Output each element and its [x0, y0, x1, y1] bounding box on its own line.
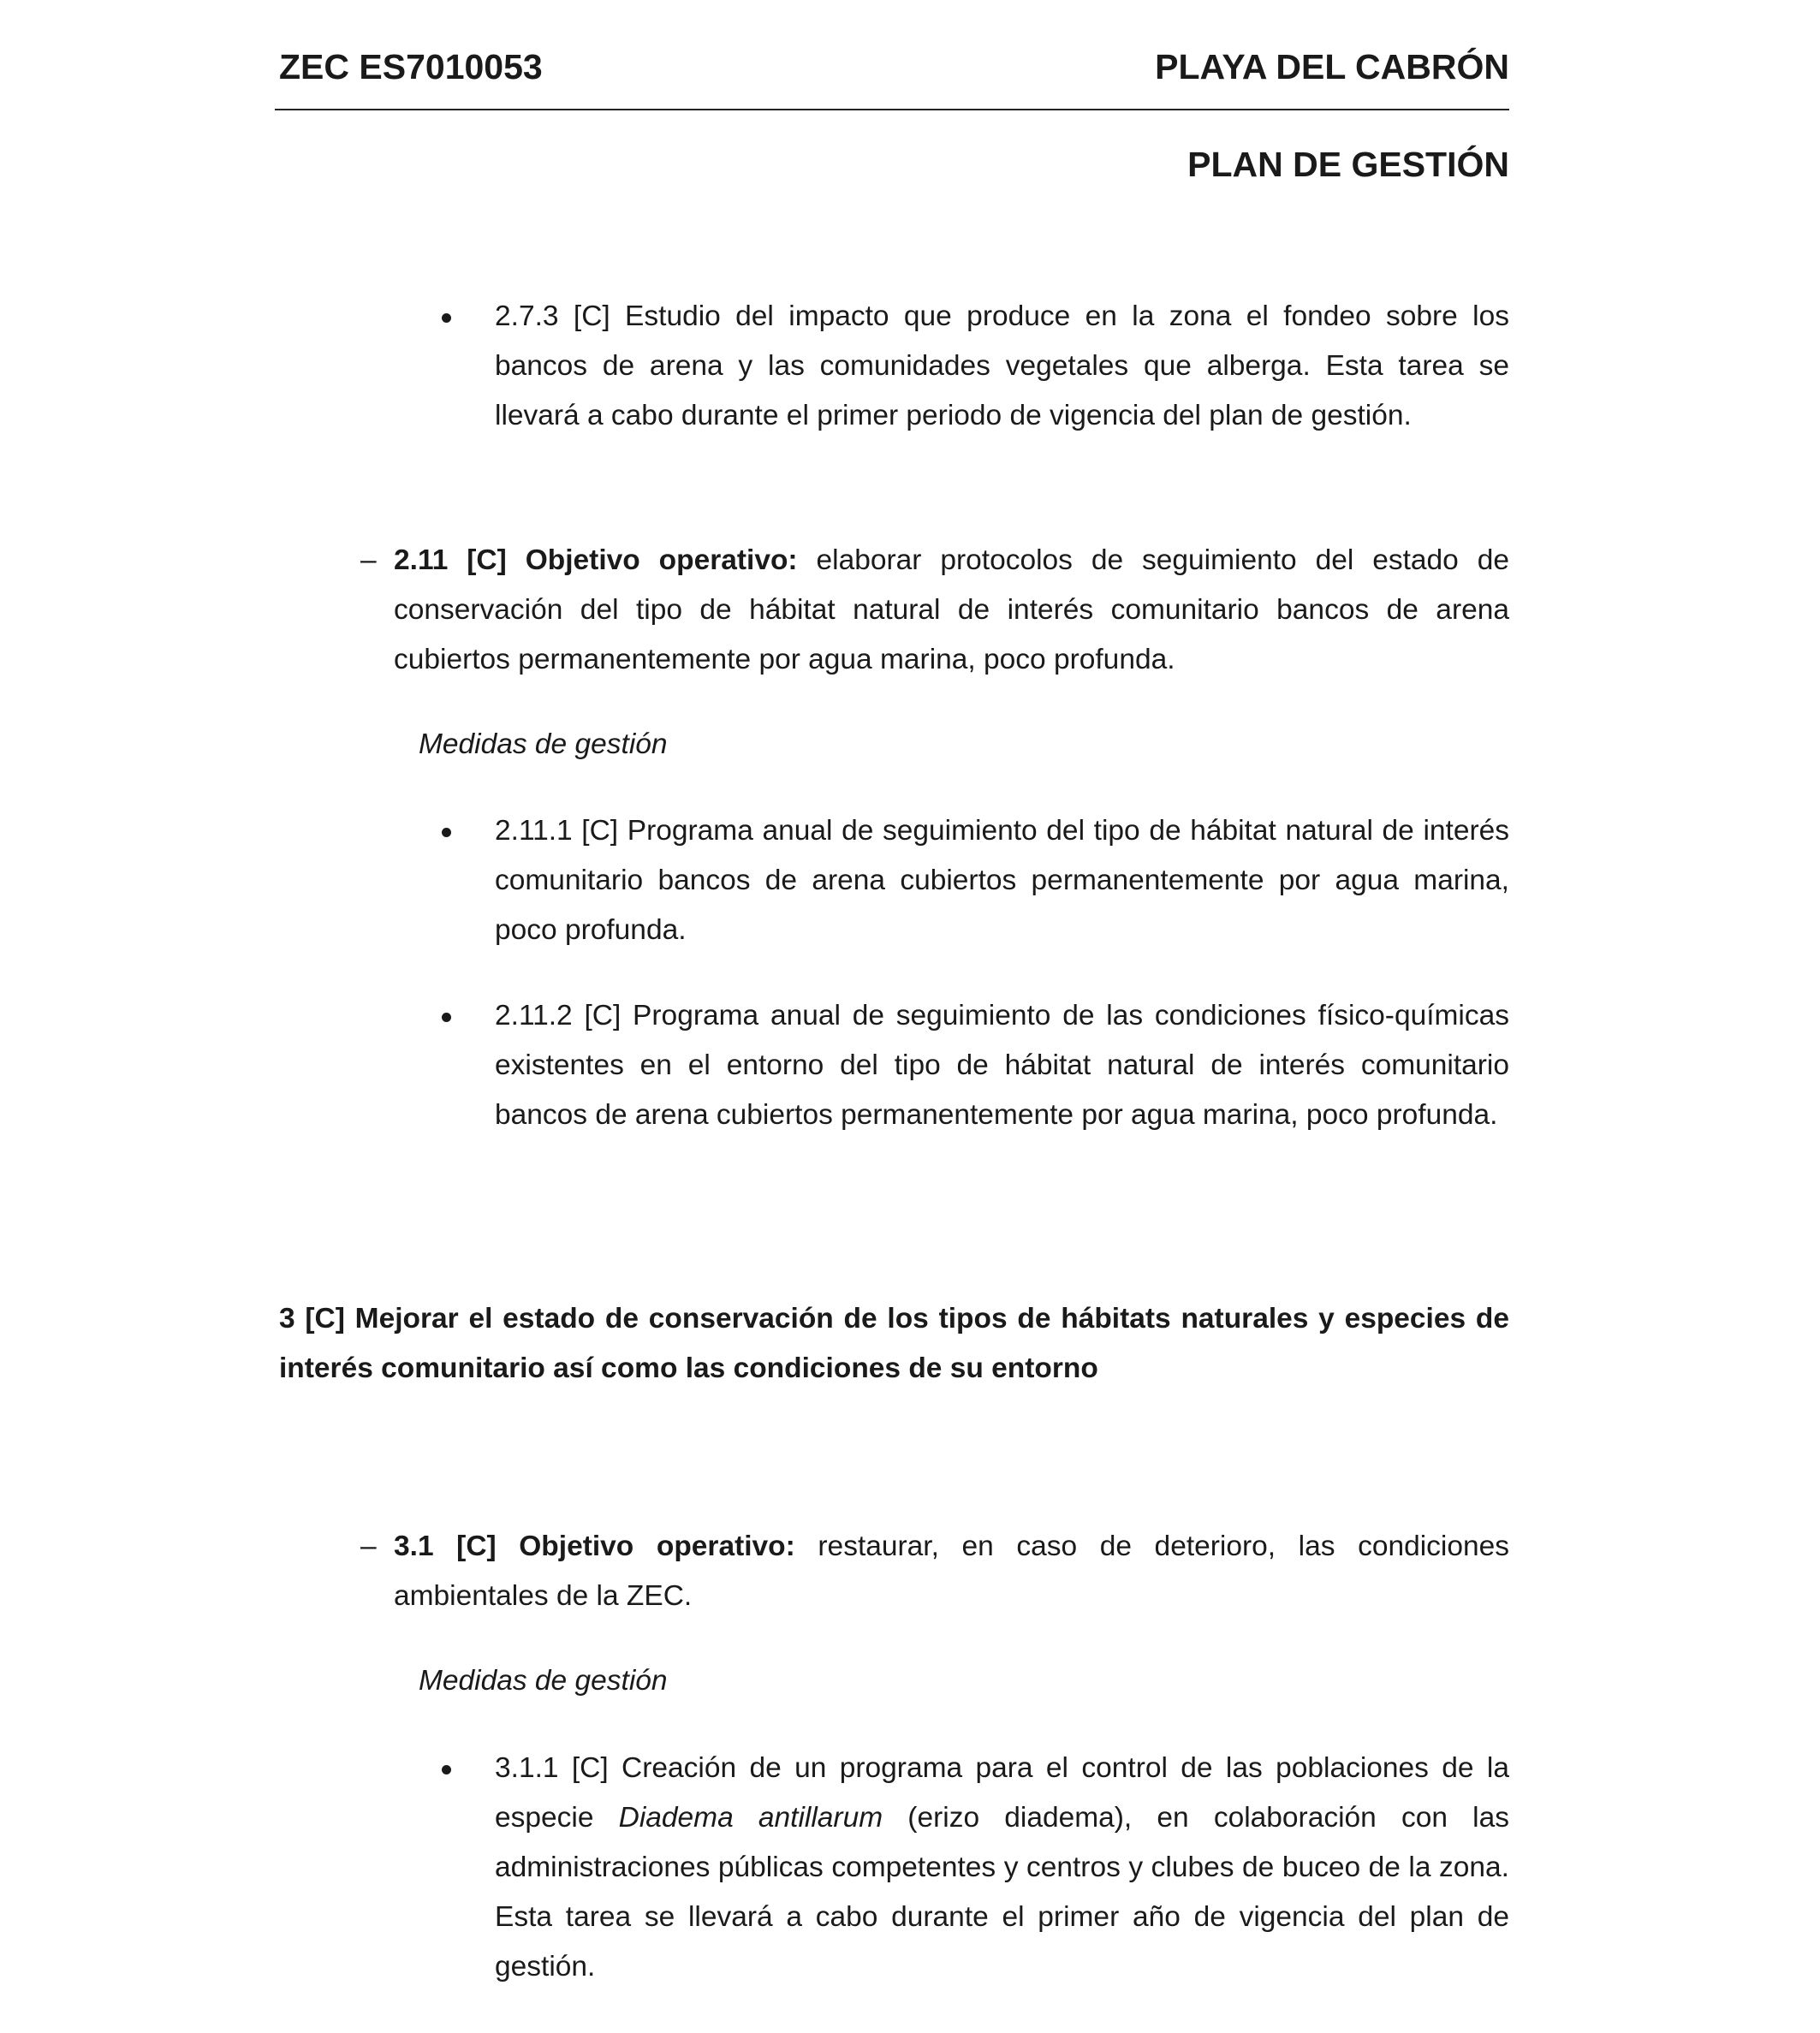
- document-subtitle: PLAN DE GESTIÓN: [1187, 145, 1509, 184]
- objective-label: 2.11 [C] Objetivo operativo:: [394, 544, 798, 576]
- measure-text-after: (erizo diadema), en colaboración con las administraciones públicas competentes y centros y clubes de buceo de la zona. Esta tarea se llevará a cabo durante el primer año de vigencia del plan de gestión.: [495, 1802, 1509, 1982]
- objective-text: elaborar protocolos de seguimiento del estado de conservación del tipo de hábitat natural de interés comunitario bancos de arena cubiertos permanentemente por agua marina, poco profunda.: [394, 544, 1509, 675]
- measure-2-11-2: [495, 991, 1509, 1140]
- site-name: PLAYA DEL CABRÓN: [1155, 47, 1509, 86]
- measure-2-11-1: [495, 806, 1509, 955]
- bullet-icon: [442, 1765, 451, 1774]
- measure-3-1-1: [495, 1744, 1509, 1992]
- bullet-icon: [442, 1013, 451, 1022]
- measures-heading: Medidas de gestión: [419, 728, 668, 760]
- document-code: ZEC ES7010053: [279, 47, 543, 86]
- objective-label: 3.1 [C] Objetivo operativo:: [394, 1531, 795, 1562]
- measure-text: 2.11.2 [C] Programa anual de seguimiento de las condiciones físico-químicas existentes en el entorno del tipo de hábitat natural de interés comunitario bancos de arena cubiertos permanentemente por agua marina, poco profunda.: [495, 1000, 1509, 1131]
- measure-text: 2.11.1 [C] Programa anual de seguimiento del tipo de hábitat natural de interés comunitario bancos de arena cubiertos permanentemente por agua marina, poco profunda.: [495, 815, 1509, 946]
- dash-marker: –: [360, 544, 377, 576]
- section-3-heading: 3 [C] Mejorar el estado de conservación de los tipos de hábitats naturales y especies de interés comunitario así como las condiciones de su entorno: [279, 1303, 1509, 1384]
- objective-3-1: [360, 1522, 1510, 1621]
- species-name: Diadema antillarum: [618, 1802, 883, 1834]
- measure-text: 2.7.3 [C] Estudio del impacto que produce en la zona el fondeo sobre los bancos de arena y las comunidades vegetales que alberga. Esta tarea se llevará a cabo durante el primer periodo de vigencia del plan de gestión.: [495, 300, 1509, 431]
- dash-marker: –: [360, 1531, 377, 1562]
- objective-text: restaurar, en caso de deterioro, las condiciones ambientales de la ZEC.: [394, 1531, 1510, 1612]
- bullet-icon: [442, 828, 451, 837]
- measures-heading: Medidas de gestión: [419, 1665, 668, 1697]
- header-divider: [275, 109, 1509, 110]
- bullet-icon: [442, 313, 451, 323]
- objective-2-11: [360, 536, 1509, 685]
- measure-2-7-3: [495, 292, 1509, 441]
- measure-text-before: 3.1.1 [C] Creación de un programa para el control de las poblaciones de la especie: [495, 1752, 1509, 1834]
